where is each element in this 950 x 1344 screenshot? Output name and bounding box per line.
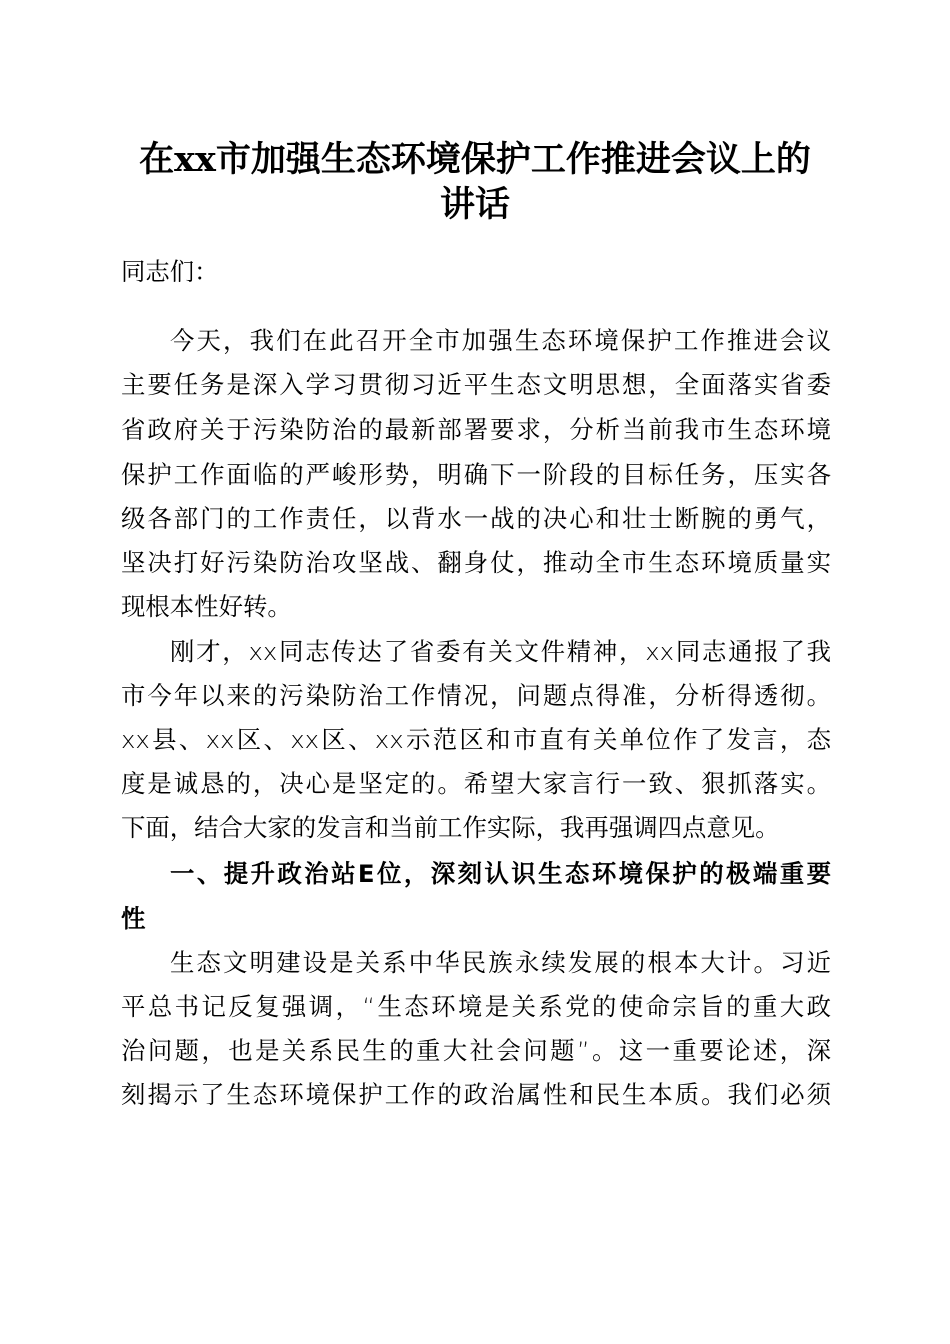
paragraph-line: 现根本性好转。 (121, 592, 292, 621)
paragraph-line: 度是诚恳的，决心是坚定的。希望大家言行一致、狠抓落实。 (121, 769, 831, 798)
salutation: 同志们： (121, 257, 219, 286)
paragraph-line: 刚才，xx同志传达了省委有关文件精神，xx同志通报了我 (170, 637, 831, 666)
section-heading-line: 性 (121, 904, 146, 933)
paragraph-line: 平总书记反复强调，“生态环境是关系党的使命宗旨的重大政 (121, 992, 831, 1021)
paragraph-line: 治问题，也是关系民生的重大社会问题”。这一重要论述，深 (121, 1036, 831, 1065)
paragraph-line: 今天，我们在此召开全市加强生态环境保护工作推进会议 (170, 326, 831, 355)
section-heading-line: 一、提升政治站E位，深刻认识生态环境保护的极端重要 (170, 859, 831, 888)
paragraph-line: 刻揭示了生态环境保护工作的政治属性和民生本质。我们必须 (121, 1080, 831, 1109)
paragraph-line: xx县、xx区、xx区、xx示范区和市直有关单位作了发言，态 (121, 725, 831, 754)
paragraph-line: 下面，结合大家的发言和当前工作实际，我再强调四点意见。 (121, 813, 780, 842)
paragraph-line: 省政府关于污染防治的最新部署要求，分析当前我市生态环境 (121, 415, 831, 444)
paragraph-line: 级各部门的工作责任，以背水一战的决心和壮士断腕的勇气， (121, 504, 831, 533)
paragraph-line: 主要任务是深入学习贯彻习近平生态文明思想，全面落实省委 (121, 370, 831, 399)
paragraph-line: 坚决打好污染防治攻坚战、翻身仗，推动全市生态环境质量实 (121, 548, 831, 577)
paragraph-line: 保护工作面临的严峻形势，明确下一阶段的目标任务，压实各 (121, 460, 831, 489)
paragraph-line: 市今年以来的污染防治工作情况，问题点得准，分析得透彻。 (121, 681, 831, 710)
document-title-line-1: 在xx市加强生态环境保护工作推进会议上的 (139, 139, 811, 180)
document-title-line-2: 讲话 (439, 184, 510, 225)
paragraph-line: 生态文明建设是关系中华民族永续发展的根本大计。习近 (170, 948, 831, 977)
